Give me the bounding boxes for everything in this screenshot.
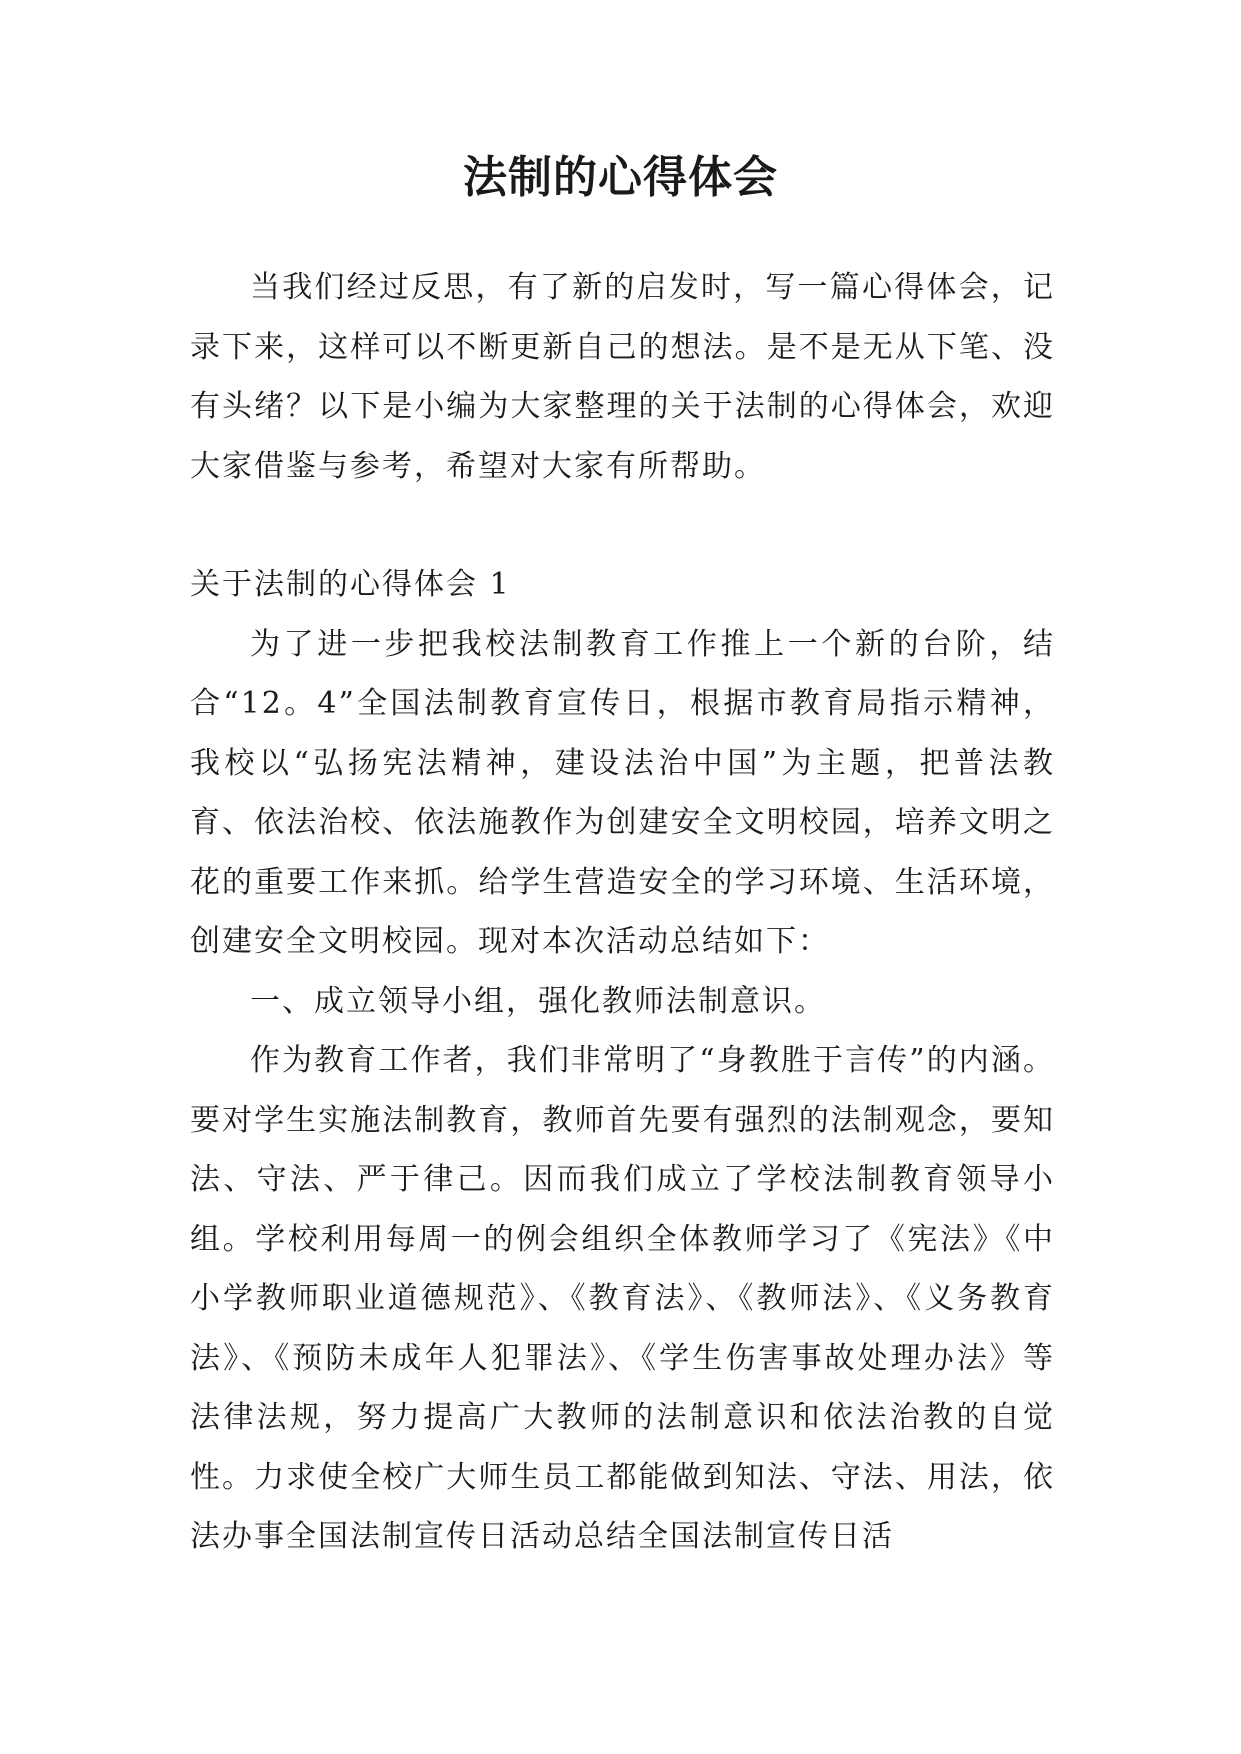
document-title: 法制的心得体会 xyxy=(463,152,778,203)
document-body xyxy=(190,258,1055,1567)
intro-paragraph: 当我们经过反思，有了新的启发时，写一篇心得体会，记录下来，这样可以不断更新自己的想法。是不是无从下笔、没有头绪？以下是小编为大家整理的关于法制的心得体会，欢迎大家借鉴与参考，希望对大家有所帮助。 xyxy=(190,270,1055,484)
body-paragraph: 为了进一步把我校法制教育工作推上一个新的台阶，结合“12。4”全国法制教育宣传日，根据市教育局指示精神，我校以“弘扬宪法精神，建设法治中国”为主题，把普法教育、依法治校、依法施教作为创建安全文明校园，培养文明之花的重要工作来抓。给学生营造安全的学习环境、生活环境，创建安全文明校园。现对本次活动总结如下： xyxy=(190,626,1055,959)
section-heading: 关于法制的心得体会 1 xyxy=(190,567,511,602)
body-paragraph: 作为教育工作者，我们非常明了“身教胜于言传”的内涵。要对学生实施法制教育，教师首先要有强烈的法制观念，要知法、守法、严于律己。因而我们成立了学校法制教育领导小组。学校利用每周一的例会组织全体教师学习了《宪法》《中小学教师职业道德规范》、《教育法》、《教师法》、《义务教育法》、《预防未成年人犯罪法》、《学生伤害事故处理办法》等法律法规，努力提高广大教师的法制意识和依法治教的自觉性。力求使全校广大师生员工都能做到知法、守法、用法，依法办事全国法制宣传日活动总结全国法制宣传日活 xyxy=(190,1043,1055,1554)
subheading-paragraph: 一、成立领导小组，强化教师法制意识。 xyxy=(250,983,826,1019)
paragraph-spacer xyxy=(190,496,1055,555)
